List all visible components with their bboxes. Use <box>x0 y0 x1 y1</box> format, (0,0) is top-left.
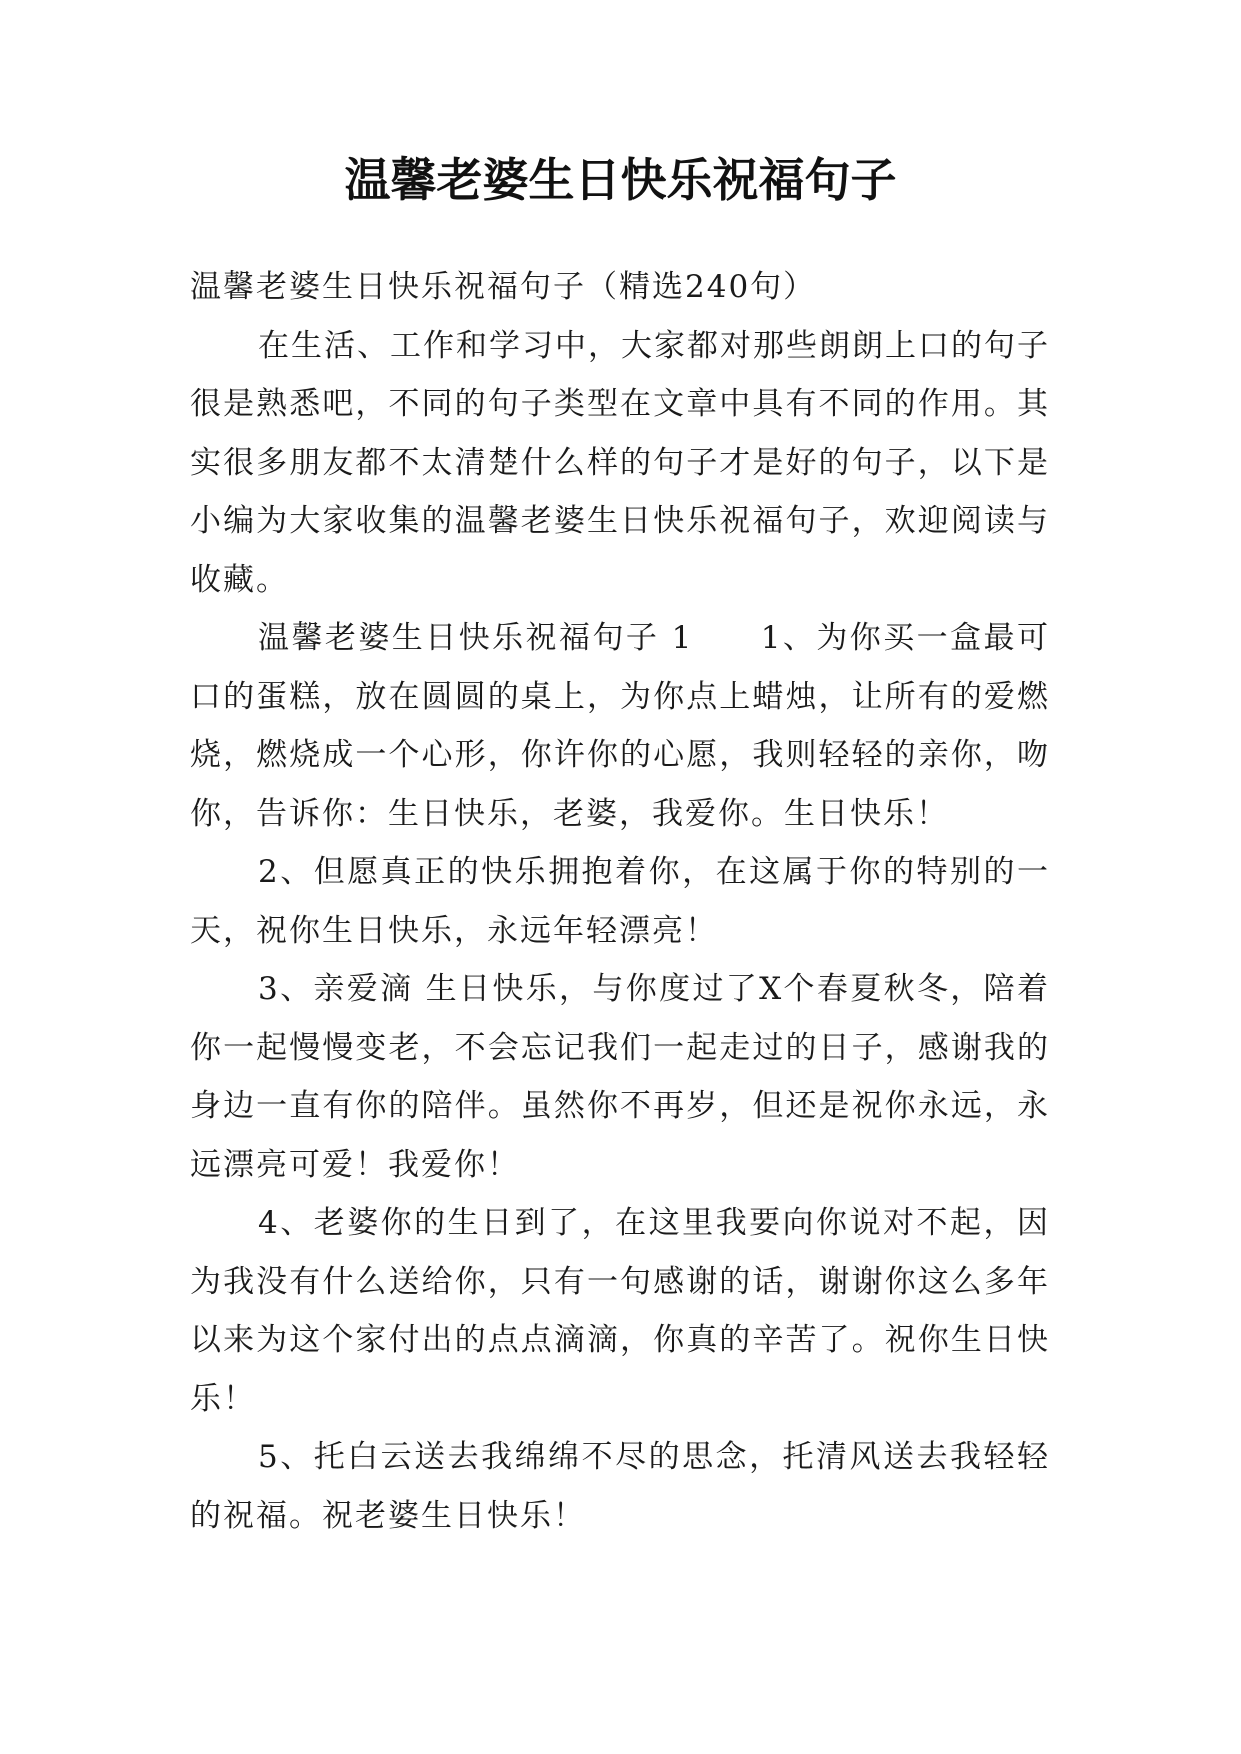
document-title: 温馨老婆生日快乐祝福句子 <box>344 153 897 207</box>
wish-paragraph-5: 5、托白云送去我绵绵不尽的思念，托清风送去我轻轻的祝福。祝老婆生日快乐！ <box>190 1439 1050 1534</box>
wish-paragraph-3: 3、亲爱滴 生日快乐，与你度过了X个春夏秋冬，陪着你一起慢慢变老，不会忘记我们一起走过的日子，感谢我的身边一直有你的陪伴。虽然你不再岁，但还是祝你永远，永远漂亮可爱！我爱你！ <box>190 971 1050 1183</box>
wish-paragraph-2: 2、但愿真正的快乐拥抱着你，在这属于你的特别的一天，祝你生日快乐，永远年轻漂亮！ <box>190 854 1050 949</box>
intro-paragraph: 在生活、工作和学习中，大家都对那些朗朗上口的句子很是熟悉吧，不同的句子类型在文章中具有不同的作用。其实很多朋友都不太清楚什么样的句子才是好的句子，以下是小编为大家收集的温馨老婆生日快乐祝福句子，欢迎阅读与收藏。 <box>190 327 1050 598</box>
document-body <box>190 258 1050 1545</box>
wish-paragraph-1: 温馨老婆生日快乐祝福句子 1 1、为你买一盒最可口的蛋糕，放在圆圆的桌上，为你点上蜡烛，让所有的爱燃烧，燃烧成一个心形，你许你的心愿，我则轻轻的亲你，吻你，告诉你：生日快乐，老婆，我爱你。生日快乐！ <box>190 620 1050 832</box>
wish-paragraph-4: 4、老婆你的生日到了，在这里我要向你说对不起，因为我没有什么送给你，只有一句感谢的话，谢谢你这么多年以来为这个家付出的点点滴滴，你真的辛苦了。祝你生日快乐！ <box>190 1205 1050 1417</box>
document-subtitle: 温馨老婆生日快乐祝福句子（精选240句） <box>190 269 817 305</box>
